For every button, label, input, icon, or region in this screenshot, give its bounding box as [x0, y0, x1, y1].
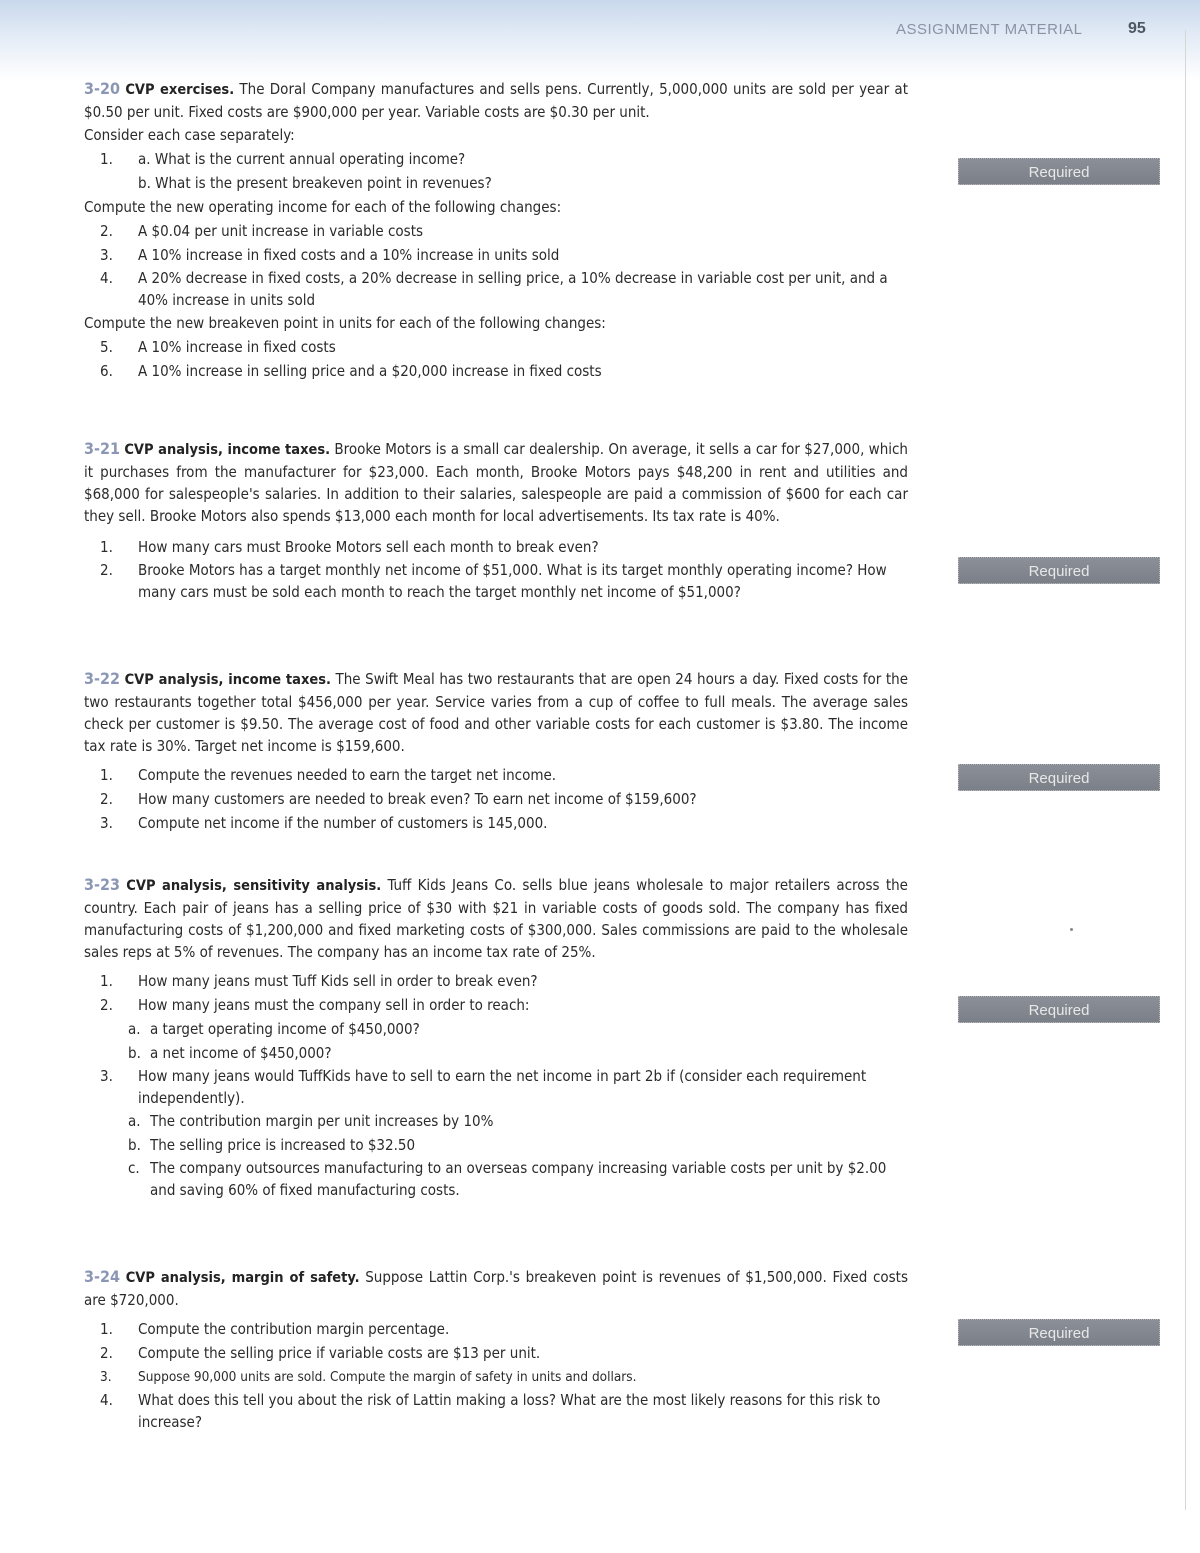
problem-number: 3-24 [84, 1267, 121, 1286]
question-text: Compute the contribution margin percentage. [138, 1320, 450, 1338]
problem-intro [84, 668, 908, 757]
problem-text: The Swift Meal has two restaurants that are open 24 hours a day. Fixed costs for the two restaurants together total $456,000 per year. Service varies from a cup of coffee to full meals. The average sales check per customer is $9.50. The average cost of food and other variable costs for each customer is $3.80. The income tax rate is 30%. Target net income is $159,600. [84, 670, 909, 755]
question-letter: a. [128, 1112, 141, 1130]
required-badge: Required [958, 996, 1160, 1023]
question-text: What is the present breakeven point in revenues? [155, 174, 492, 192]
problem-3-24 [84, 1266, 908, 1433]
question-2 [84, 1341, 908, 1365]
problem-number: 3-23 [84, 875, 121, 894]
page-number: 95 [1128, 20, 1146, 37]
question-text: a net income of $450,000? [150, 1044, 332, 1062]
question-text: The company outsources manufacturing to an overseas company increasing variable costs per unit by $2.00 and saving 60% of fixed manufacturing costs. [150, 1159, 887, 1199]
question-letter: a. [138, 150, 151, 168]
question-number: 2. [100, 222, 113, 240]
required-badge: Required [958, 764, 1160, 791]
question-1 [84, 969, 908, 993]
problem-title: CVP analysis, income taxes. [124, 672, 331, 688]
question-3 [84, 811, 908, 835]
question-1b [84, 171, 908, 195]
problem-3-21 [84, 438, 908, 603]
question-text: Compute the revenues needed to earn the target net income. [138, 766, 557, 784]
problem-text: Suppose Lattin Corp.'s breakeven point is revenues of $1,500,000. Fixed costs are $720,000. [84, 1268, 908, 1309]
question-text: How many jeans must Tuff Kids sell in order to break even? [138, 972, 538, 990]
question-4 [84, 267, 908, 311]
question-2 [84, 787, 908, 811]
question-text: a target operating income of $450,000? [150, 1020, 420, 1038]
question-3c [84, 1157, 908, 1201]
question-3 [84, 243, 908, 267]
question-number: 2. [100, 996, 113, 1014]
question-letter: b. [138, 174, 151, 192]
problem-text: The Doral Company manufactures and sells pens. Currently, 5,000,000 units are sold per year at $0.50 per unit. Fixed costs are $900,000 per year. Variable costs are $0.30 per unit. [84, 80, 908, 121]
question-6 [84, 359, 908, 383]
question-2 [84, 993, 908, 1017]
question-2b [84, 1041, 908, 1065]
problem-number: 3-22 [84, 669, 121, 688]
required-badge: Required [958, 1319, 1160, 1346]
question-1 [84, 1317, 908, 1341]
problem-title: CVP analysis, margin of safety. [125, 1270, 360, 1286]
question-number: 3. [100, 1369, 112, 1385]
problem-3-20 [84, 78, 908, 383]
question-text: How many cars must Brooke Motors sell each month to break even? [138, 538, 599, 556]
required-badge: Required [958, 158, 1160, 185]
header-band [0, 0, 1200, 80]
question-number: 1. [100, 972, 113, 990]
question-text: How many jeans must the company sell in order to reach: [138, 996, 530, 1014]
problem-number: 3-21 [84, 439, 121, 458]
question-text: What does this tell you about the risk of Lattin making a loss? What are the most likely reasons for this risk to increase? [138, 1391, 881, 1431]
question-3 [84, 1365, 908, 1389]
question-letter: c. [128, 1159, 140, 1177]
question-3a [84, 1109, 908, 1133]
problem-3-22 [84, 668, 908, 835]
problem-intro [84, 78, 908, 123]
question-number: 2. [100, 561, 113, 579]
question-number: 1. [100, 766, 113, 784]
question-text: How many jeans would TuffKids have to sell to earn the net income in part 2b if (consider each requirement independently). [138, 1067, 867, 1107]
question-text: A 10% increase in fixed costs [138, 338, 336, 356]
question-number: 4. [100, 269, 113, 287]
question-3b [84, 1133, 908, 1157]
instruction: Consider each case separately: [84, 126, 295, 144]
problem-number: 3-20 [84, 79, 121, 98]
question-text: A 10% increase in fixed costs and a 10% increase in units sold [138, 246, 560, 264]
problem-intro [84, 438, 908, 527]
question-1 [84, 535, 908, 559]
question-2a [84, 1017, 908, 1041]
question-text: Brooke Motors has a target monthly net income of $51,000. What is its target monthly operating income? How many cars must be sold each month to reach the target monthly net income of $51,000? [138, 561, 887, 601]
problem-title: CVP analysis, sensitivity analysis. [126, 878, 382, 894]
required-badge: Required [958, 557, 1160, 584]
problem-text: Brooke Motors is a small car dealership. On average, it sells a car for $27,000, which it purchases from the manufacturer for $23,000. Each month, Brooke Motors pays $48,200 in rent and utilities and $68,000 for salespeople's salaries. In addition to their salaries, salespeople are paid a commission of $600 for each car they sell. Brooke Motors also spends $13,000 each month for local advertisements. Its tax rate is 40%. [84, 440, 908, 525]
question-text: What is the current annual operating income? [154, 150, 466, 168]
problem-intro [84, 1266, 908, 1311]
question-text: A $0.04 per unit increase in variable costs [138, 222, 424, 240]
question-1 [84, 763, 908, 787]
question-1a [84, 147, 908, 171]
problem-title: CVP analysis, income taxes. [124, 442, 331, 458]
question-number: 1. [100, 538, 113, 556]
question-number: 1. [100, 1320, 113, 1338]
instruction: Compute the new breakeven point in units for each of the following changes: [84, 314, 606, 332]
question-number: 3. [100, 814, 113, 832]
question-5 [84, 335, 908, 359]
question-text: Suppose 90,000 units are sold. Compute the margin of safety in units and dollars. [138, 1369, 637, 1385]
question-number: 1. [100, 150, 113, 168]
question-text: The contribution margin per unit increases by 10% [150, 1112, 494, 1130]
problem-3-23 [84, 874, 908, 1201]
question-letter: b. [128, 1044, 141, 1062]
question-text: Compute the selling price if variable costs are $13 per unit. [138, 1344, 541, 1362]
question-number: 6. [100, 362, 113, 380]
question-letter: a. [128, 1020, 141, 1038]
question-2 [84, 219, 908, 243]
question-number: 3. [100, 246, 113, 264]
question-3 [84, 1065, 908, 1109]
question-letter: b. [128, 1136, 141, 1154]
question-text: Compute net income if the number of customers is 145,000. [138, 814, 548, 832]
question-4 [84, 1389, 908, 1433]
question-number: 3. [100, 1067, 113, 1085]
question-number: 2. [100, 790, 113, 808]
question-number: 4. [100, 1391, 113, 1409]
question-text: How many customers are needed to break even? To earn net income of $159,600? [138, 790, 697, 808]
problem-intro [84, 874, 908, 963]
running-head: ASSIGNMENT MATERIAL [896, 21, 1083, 38]
question-2 [84, 559, 908, 603]
stray-mark [1070, 928, 1073, 931]
question-number: 2. [100, 1344, 113, 1362]
question-text: A 20% decrease in fixed costs, a 20% decrease in selling price, a 10% decrease in variable cost per unit, and a 40% increase in units sold [138, 269, 888, 309]
question-text: A 10% increase in selling price and a $20,000 increase in fixed costs [138, 362, 602, 380]
problem-text: Tuff Kids Jeans Co. sells blue jeans wholesale to major retailers across the country. Each pair of jeans has a selling price of $30 with $21 in variable costs of goods sold. The company has fixed manufacturing costs of $1,200,000 and fixed marketing costs of $300,000. Sales commissions are paid to the wholesale sales reps at 5% of revenues. The company has an income tax rate of 25%. [84, 876, 908, 961]
page-edge-rule [1185, 30, 1186, 1510]
question-text: The selling price is increased to $32.50 [150, 1136, 416, 1154]
question-number: 5. [100, 338, 113, 356]
instruction: Compute the new operating income for each of the following changes: [84, 198, 562, 216]
problem-title: CVP exercises. [125, 82, 235, 98]
